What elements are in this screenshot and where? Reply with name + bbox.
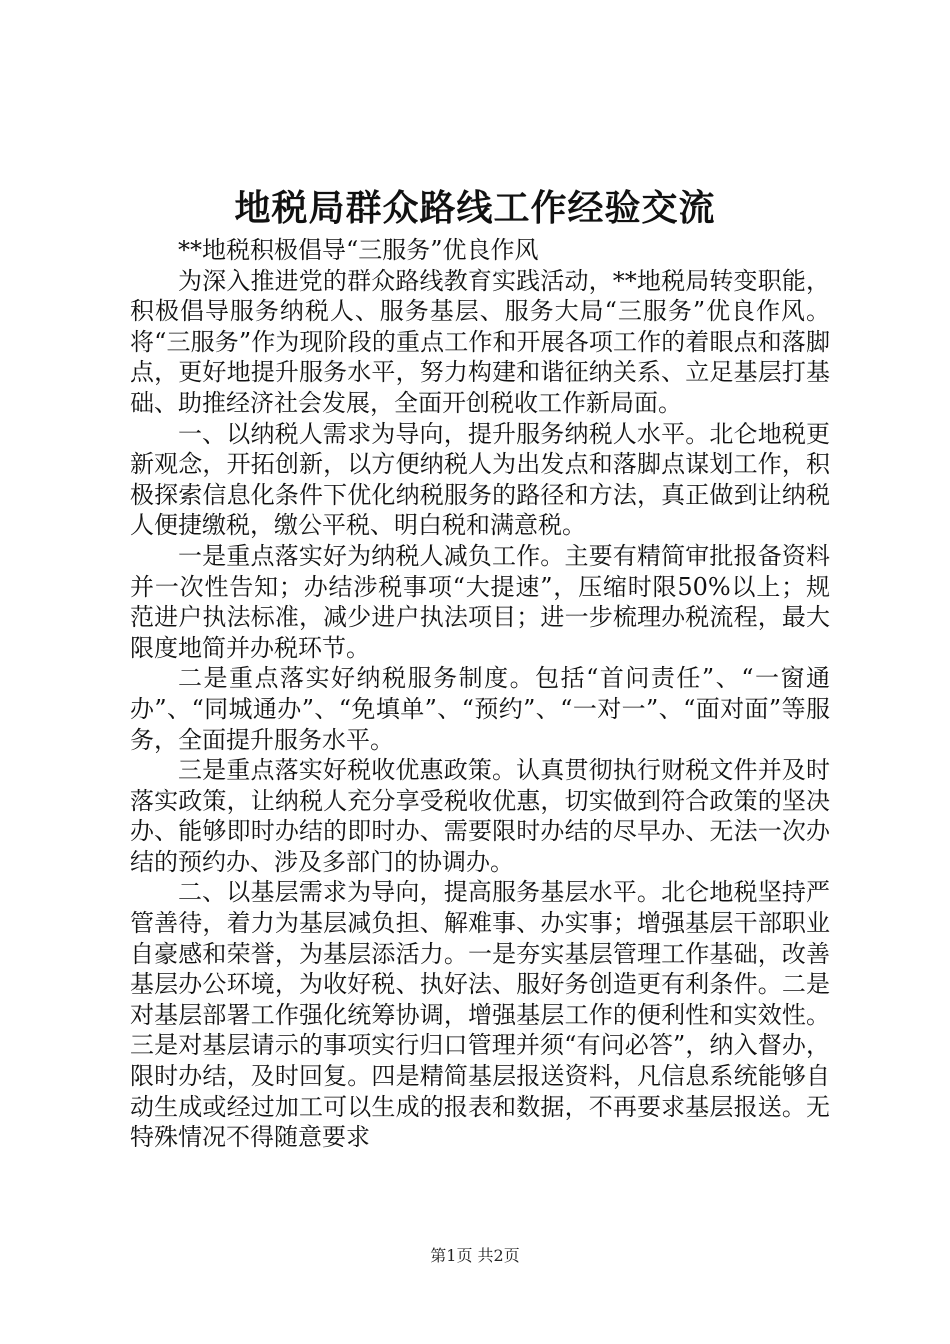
item-two-paragraph: 二是重点落实好纳税服务制度。包括“首问责任”、“一窗通办”、“同城通办”、“免填单”、“预约”、“一对一”、“面对面”等服务，全面提升服务水平。 <box>130 664 830 754</box>
item-three-paragraph: 三是重点落实好税收优惠政策。认真贯彻执行财税文件并及时落实政策，让纳税人充分享受税收优惠，切实做到符合政策的坚决办、能够即时办结的即时办、需要限时办结的尽早办、无法一次办结的预约办、涉及多部门的协调办。 <box>130 756 830 876</box>
item-one-paragraph: 一是重点落实好为纳税人减负工作。主要有精简审批报备资料并一次性告知；办结涉税事项“大提速”，压缩时限50%以上；规范进户执法标准，减少进户执法项目；进一步梳理办税流程，最大限度地简并办税环节。 <box>130 541 830 662</box>
intro-paragraph: 为深入推进党的群众路线教育实践活动，**地税局转变职能，积极倡导服务纳税人、服务基层、服务大局“三服务”优良作风。将“三服务”作为现阶段的重点工作和开展各项工作的着眼点和落脚点，更好地提升服务水平，努力构建和谐征纳关系、立足基层打基础、助推经济社会发展，全面开创税收工作新局面。 <box>130 266 830 417</box>
document-body <box>130 235 830 1153</box>
page-footer: 第1页 共2页 <box>430 1246 520 1265</box>
subtitle-paragraph: **地税积极倡导“三服务”优良作风 <box>178 236 539 264</box>
document-title: 地税局群众路线工作经验交流 <box>234 187 716 229</box>
section-one-paragraph: 一、以纳税人需求为导向，提升服务纳税人水平。北仑地税更新观念，开拓创新，以方便纳税人为出发点和落脚点谋划工作，积极探索信息化条件下优化纳税服务的路径和方法，真正做到让纳税人便捷缴税，缴公平税、明白税和满意税。 <box>130 419 830 540</box>
section-two-paragraph: 二、以基层需求为导向，提高服务基层水平。北仑地税坚持严管善待，着力为基层减负担、解难事、办实事；增强基层干部职业自豪感和荣誉，为基层添活力。一是夯实基层管理工作基础，改善基层办公环境，为收好税、执好法、服好务创造更有利条件。二是对基层部署工作强化统筹协调，增强基层工作的便利性和实效性。三是对基层请示的事项实行归口管理并须“有问必答”，纳入督办，限时办结，及时回复。四是精简基层报送资料，凡信息系统能够自动生成或经过加工可以生成的报表和数据，不再要求基层报送。无特殊情况不得随意要求 <box>130 878 830 1152</box>
